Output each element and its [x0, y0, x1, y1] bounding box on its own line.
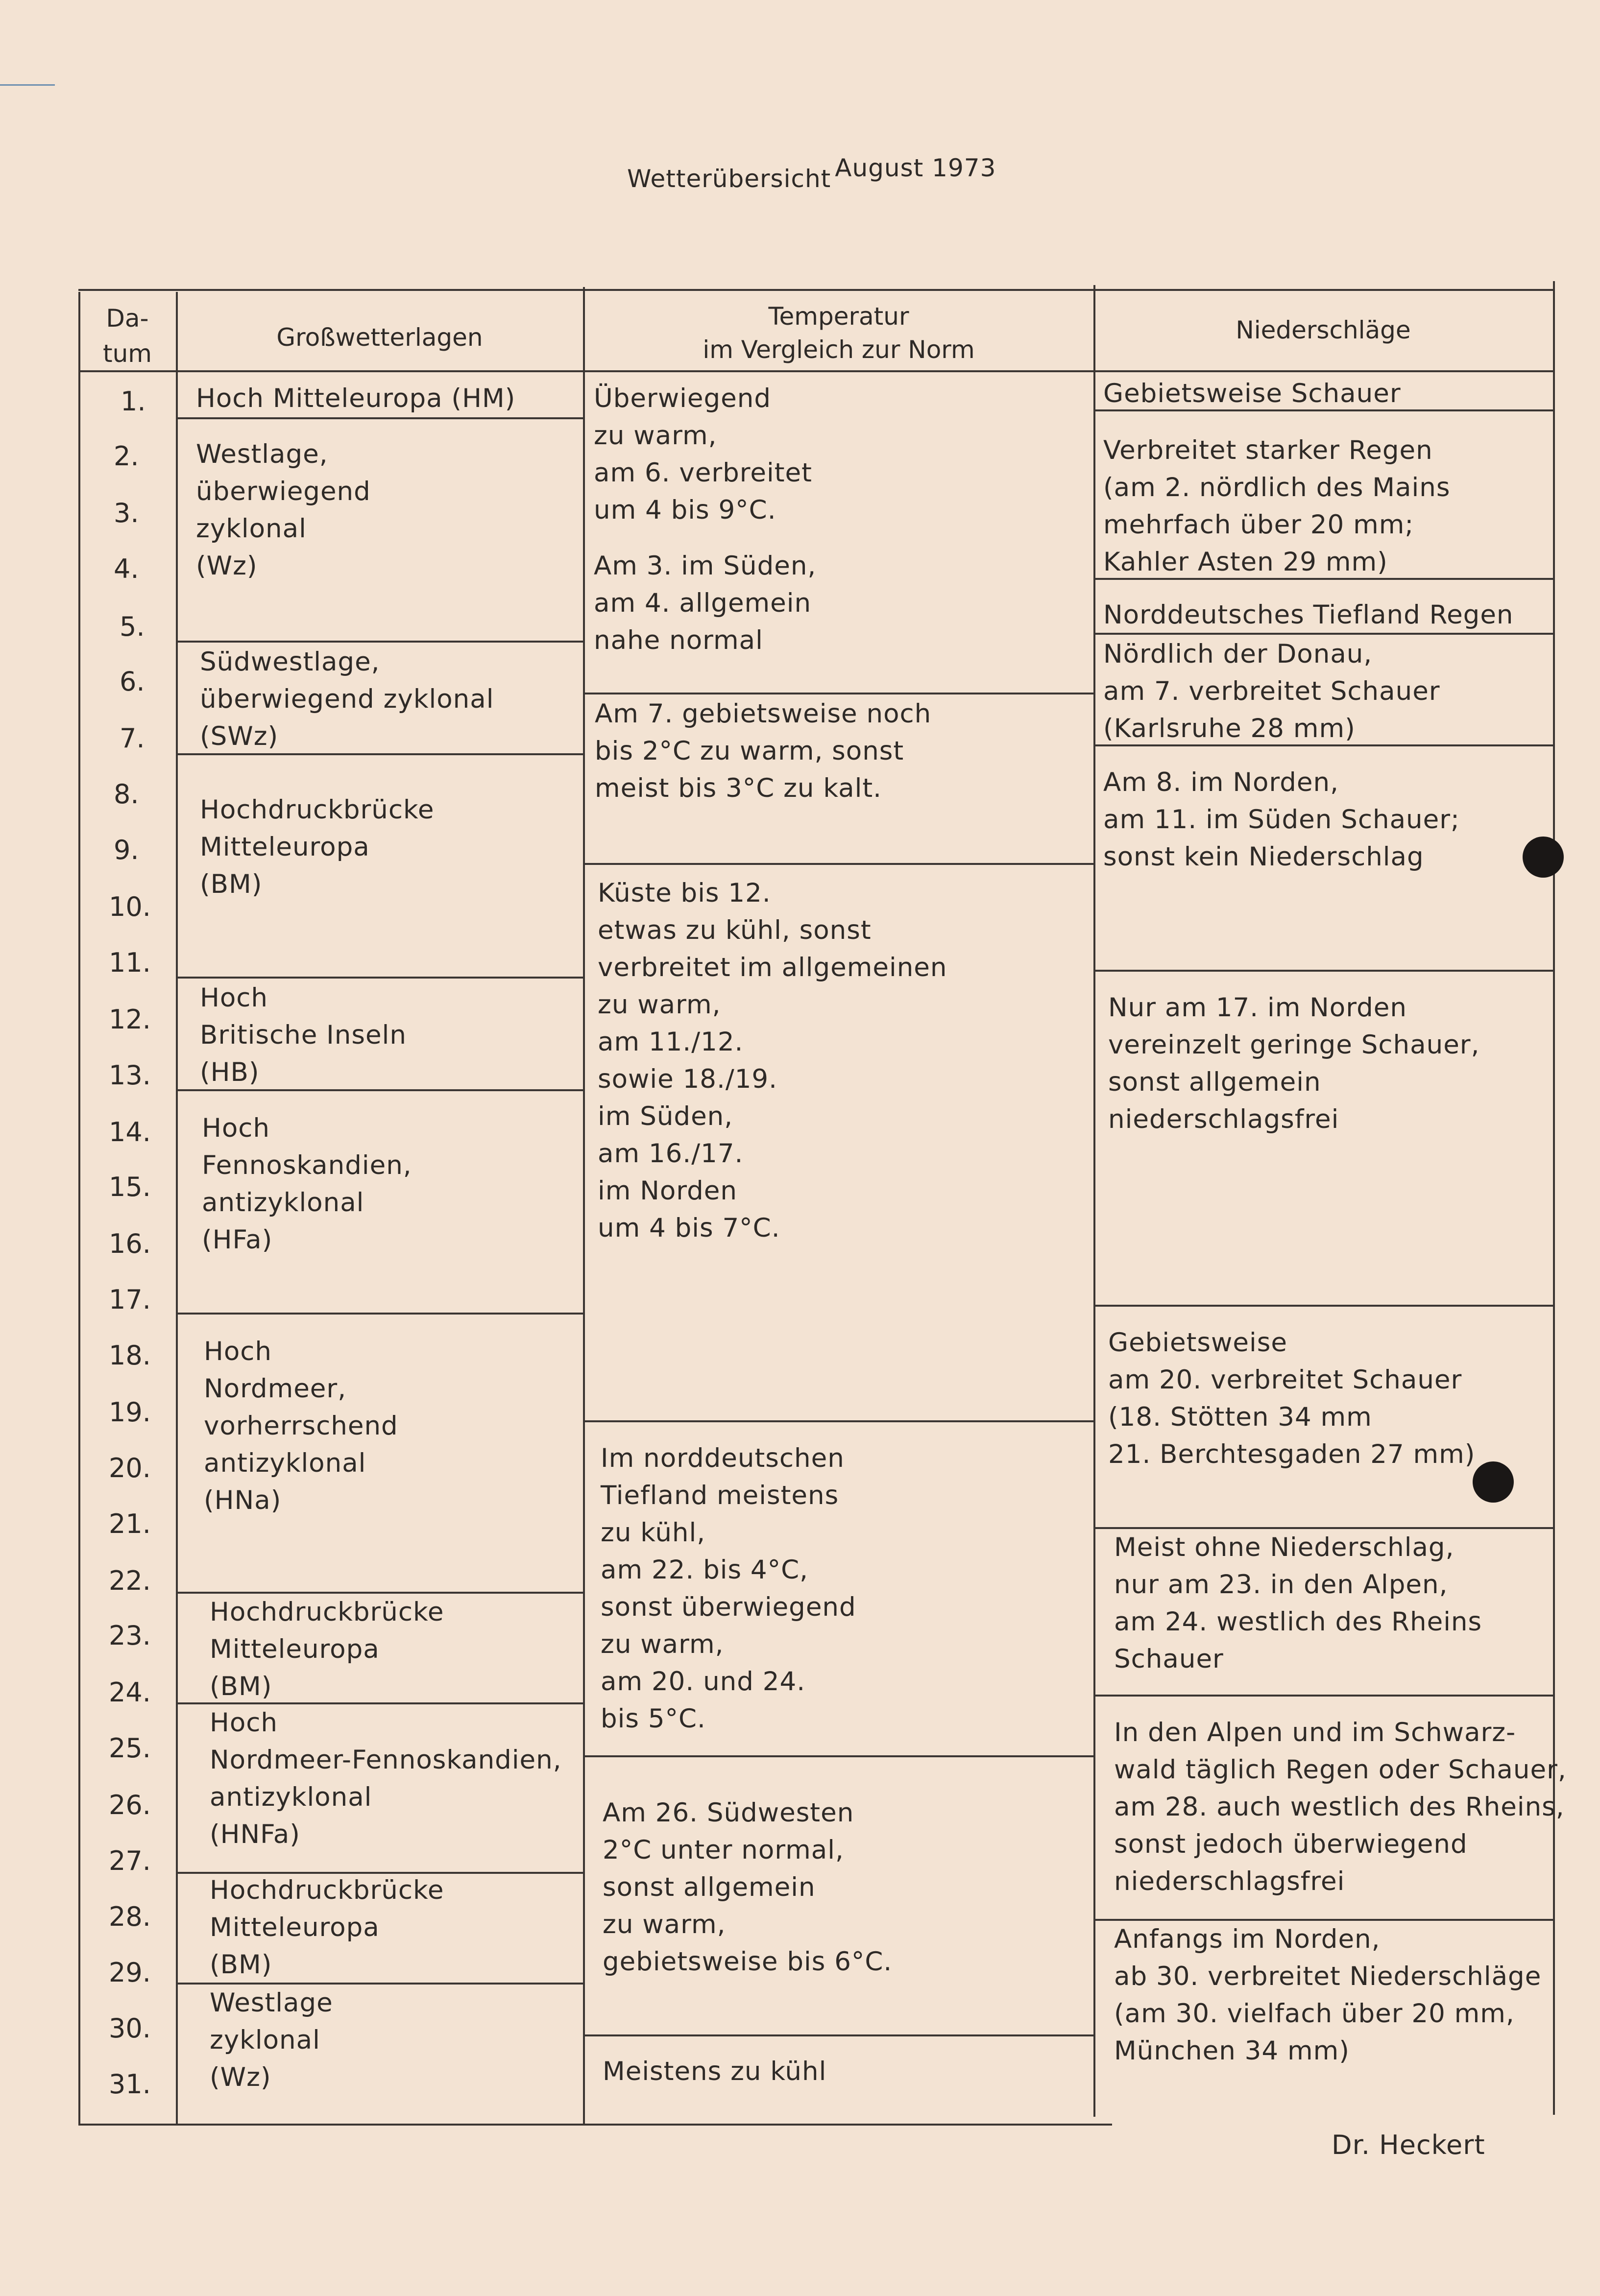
- day-label: 22.: [109, 1565, 151, 1596]
- day-label: 15.: [109, 1172, 151, 1202]
- header-datum-line2: tum: [103, 339, 152, 368]
- temperatur-cell: Im norddeutschen Tiefland meistens zu kühl, am 22. bis 4°C, sonst überwiegend zu warm, am 20. und 24. bis 5°C.: [601, 1443, 856, 1734]
- niederschlag-cell: Gebietsweise am 20. verbreitet Schauer (18. Stötten 34 mm 21. Berchtesgaden 27 mm): [1108, 1328, 1476, 1469]
- lagen-cell: Hoch Fennoskandien, antizyklonal (HFa): [202, 1113, 412, 1255]
- day-label: 27.: [109, 1845, 151, 1876]
- day-label: 18.: [109, 1340, 151, 1371]
- temperatur-cell: Überwiegend zu warm, am 6. verbreitet um 4 bis 9°C.: [594, 383, 812, 525]
- day-label: 14.: [109, 1117, 151, 1148]
- table-border-bottom: [78, 2124, 1112, 2126]
- day-label: 5.: [120, 611, 145, 642]
- temperatur-divider: [583, 693, 1095, 694]
- day-label: 7.: [120, 723, 145, 754]
- niederschlag-cell: Norddeutsches Tiefland Regen: [1103, 600, 1514, 630]
- table-border-left: [78, 292, 80, 2126]
- header-datum-line1: Da-: [106, 304, 149, 333]
- header-temperatur: [585, 300, 1092, 366]
- day-label: 11.: [109, 947, 151, 978]
- day-label: 30.: [109, 2013, 151, 2044]
- lagen-cell: Hoch Nordmeer-Fennoskandien, antizyklonal (HNFa): [210, 1708, 562, 1849]
- day-label: 2.: [114, 441, 139, 472]
- day-label: 21.: [109, 1508, 151, 1539]
- signature: Dr. Heckert: [1332, 2129, 1485, 2160]
- day-label: 13.: [109, 1060, 151, 1091]
- day-label: 29.: [109, 1957, 151, 1988]
- column-divider-datum: [176, 292, 178, 2126]
- page-title: [627, 154, 996, 193]
- column-divider-temperatur: [1093, 285, 1095, 2117]
- margin-mark: [0, 84, 55, 86]
- header-temperatur-line1: Temperatur: [768, 302, 909, 331]
- day-label: 20.: [109, 1453, 151, 1483]
- lagen-divider: [176, 1313, 585, 1315]
- header-datum: [79, 301, 175, 371]
- temperatur-divider: [583, 1420, 1095, 1422]
- lagen-cell: Hoch Britische Inseln (HB): [200, 983, 407, 1087]
- header-divider: [78, 370, 1555, 372]
- lagen-cell: Hochdruckbrücke Mitteleuropa (BM): [210, 1597, 444, 1701]
- lagen-cell: Westlage, überwiegend zyklonal (Wz): [196, 439, 371, 581]
- day-label: 10.: [109, 891, 151, 922]
- niederschlag-divider: [1093, 1305, 1555, 1307]
- day-label: 6.: [120, 666, 145, 697]
- punch-hole: [1523, 837, 1564, 878]
- title-month: August 1973: [835, 154, 996, 182]
- temperatur-cell: Am 3. im Süden, am 4. allgemein nahe normal: [594, 551, 817, 655]
- temperatur-divider: [583, 863, 1095, 865]
- lagen-cell: Hochdruckbrücke Mitteleuropa (BM): [200, 795, 435, 899]
- header-temperatur-line2: im Vergleich zur Norm: [703, 335, 975, 364]
- header-niederschlaege: Niederschläge: [1236, 316, 1411, 344]
- day-label: 9.: [114, 835, 139, 865]
- niederschlag-cell: Nördlich der Donau, am 7. verbreitet Schauer (Karlsruhe 28 mm): [1103, 639, 1440, 743]
- header-grosswetterlagen: Großwetterlagen: [276, 323, 483, 352]
- day-label: 17.: [109, 1284, 151, 1315]
- temperatur-cell: Küste bis 12. etwas zu kühl, sonst verbreitet im allgemeinen zu warm, am 11./12. sowie 18./19. im Süden, am 16./17. im Norden um 4 bis 7°C.: [598, 878, 947, 1243]
- day-label: 25.: [109, 1733, 151, 1764]
- title-text: Wetterübersicht: [627, 165, 831, 193]
- day-label: 4.: [114, 553, 139, 584]
- day-label: 19.: [109, 1397, 151, 1428]
- day-label: 24.: [109, 1677, 151, 1708]
- niederschlag-cell: Gebietsweise Schauer: [1103, 379, 1401, 408]
- day-label: 31.: [109, 2069, 151, 2100]
- temperatur-divider: [583, 1755, 1095, 1757]
- punch-hole: [1473, 1461, 1514, 1503]
- lagen-cell: Hoch Nordmeer, vorherrschend antizyklonal (HNa): [204, 1337, 398, 1515]
- temperatur-cell: Meistens zu kühl: [603, 2057, 827, 2086]
- niederschlag-divider: [1093, 970, 1555, 972]
- lagen-cell: Hoch Mitteleuropa (HM): [196, 383, 516, 413]
- lagen-cell: Hochdruckbrücke Mitteleuropa (BM): [210, 1875, 444, 1980]
- column-divider-lagen: [583, 287, 585, 2126]
- niederschlag-cell: Nur am 17. im Norden vereinzelt geringe Schauer, sonst allgemein niederschlagsfrei: [1108, 993, 1480, 1134]
- day-label: 23.: [109, 1620, 151, 1651]
- temperatur-cell: Am 7. gebietsweise noch bis 2°C zu warm, sonst meist bis 3°C zu kalt.: [595, 699, 932, 803]
- day-label: 1.: [121, 386, 146, 417]
- lagen-cell: Südwestlage, überwiegend zyklonal (SWz): [200, 647, 494, 751]
- niederschlag-divider: [1093, 1695, 1555, 1697]
- niederschlag-cell: Am 8. im Norden, am 11. im Süden Schauer; sonst kein Niederschlag: [1103, 767, 1460, 872]
- niederschlag-cell: Anfangs im Norden, ab 30. verbreitet Niederschläge (am 30. vielfach über 20 mm, München 34 mm): [1114, 1924, 1542, 2066]
- table-border-top: [78, 289, 1555, 291]
- lagen-cell: Westlage zyklonal (Wz): [210, 1988, 333, 2092]
- day-label: 8.: [114, 779, 139, 810]
- lagen-divider: [176, 417, 585, 419]
- day-label: 26.: [109, 1790, 151, 1820]
- day-label: 12.: [109, 1004, 151, 1035]
- day-label: 3.: [114, 498, 139, 528]
- day-label: 16.: [109, 1228, 151, 1259]
- niederschlag-cell: In den Alpen und im Schwarz- wald täglich Regen oder Schauer, am 28. auch westlich des Rheins, sonst jedoch überwiegend niederschlagsfrei: [1114, 1718, 1567, 1896]
- lagen-divider: [176, 641, 585, 643]
- day-label: 28.: [109, 1901, 151, 1932]
- temperatur-cell: Am 26. Südwesten 2°C unter normal, sonst allgemein zu warm, gebietsweise bis 6°C.: [603, 1798, 893, 1977]
- temperatur-divider: [583, 2034, 1095, 2036]
- lagen-divider: [176, 977, 585, 979]
- niederschlag-cell: Verbreitet starker Regen (am 2. nördlich des Mains mehrfach über 20 mm; Kahler Asten 29 mm): [1103, 435, 1451, 577]
- niederschlag-cell: Meist ohne Niederschlag, nur am 23. in den Alpen, am 24. westlich des Rheins Schauer: [1114, 1532, 1482, 1674]
